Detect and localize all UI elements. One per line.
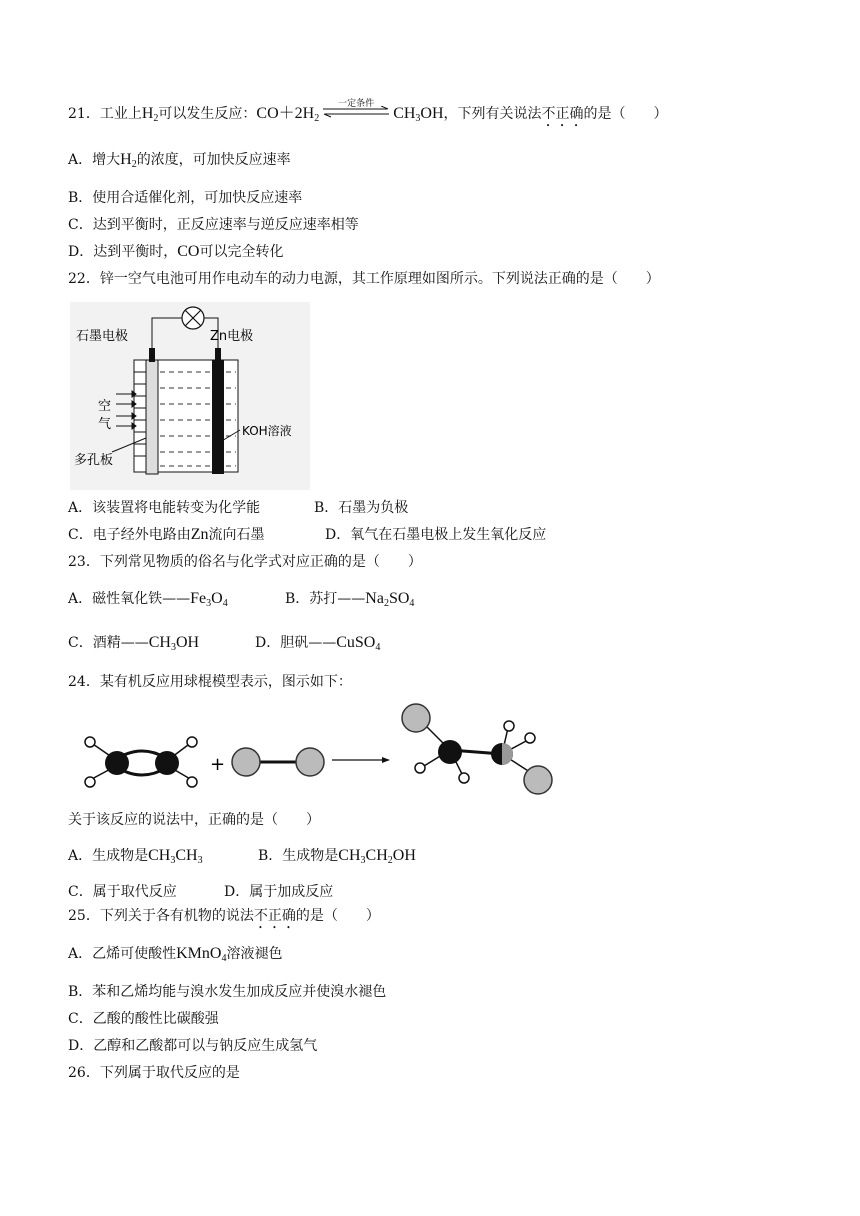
- q22-option-d[interactable]: D．氧气在石墨电极上发生氧化反应: [325, 527, 547, 543]
- q22-option-a[interactable]: A．该装置将电能转变为化学能: [68, 500, 261, 516]
- q21-option-a[interactable]: A．增大$H_2$的浓度，可加快反应速率: [68, 151, 291, 170]
- q22-option-b[interactable]: B．石墨为负极: [314, 500, 409, 516]
- q26-stem: 26．下列属于取代反应的是: [68, 1065, 240, 1081]
- q23-option-d[interactable]: D．胆矾——CuSO$_4$: [255, 634, 381, 653]
- hydrogen-atom: [504, 721, 514, 731]
- hydrogen-atom: [85, 737, 95, 747]
- zinc-air-battery-figure: [70, 302, 310, 490]
- q24-option-c[interactable]: C．属于取代反应: [68, 884, 177, 900]
- q24-option-b[interactable]: B．生成物是$CH_3CH_2OH$: [258, 847, 416, 866]
- hydrogen-atom: [525, 733, 535, 743]
- q21-option-c[interactable]: C．达到平衡时，正反应速率与逆反应速率相等: [68, 217, 359, 233]
- q21-h2: $H_2$: [141, 105, 159, 124]
- zinc-electrode: [212, 360, 224, 474]
- hydrogen-atom: [187, 737, 197, 747]
- label-left-electrode: 石墨电极: [76, 329, 129, 344]
- q21-stem-text: 21．工业上: [68, 106, 142, 122]
- graphite-electrode: [146, 360, 158, 474]
- label-right-electrode: Zn电极: [210, 329, 254, 344]
- q25-emphasis: 不正确: [253, 908, 296, 924]
- label-koh-solution: KOH溶液: [242, 424, 292, 438]
- q21-reactants: $CO+2H_2$: [256, 105, 320, 124]
- q21-emphasis: 不正确: [541, 106, 584, 122]
- q21-option-d[interactable]: D．达到平衡时，CO可以完全转化: [68, 243, 284, 260]
- carbon-atom: [155, 751, 179, 775]
- label-air-1: 空: [98, 399, 112, 414]
- halogen-atom: [524, 766, 552, 794]
- q23-option-a[interactable]: A．磁性氧化铁$——Fe_3O_4$: [68, 590, 228, 609]
- q25-option-b[interactable]: B．苯和乙烯均能与溴水发生加成反应并使溴水褪色: [68, 984, 387, 1000]
- q25-option-c[interactable]: C．乙酸的酸性比碳酸强: [68, 1011, 219, 1027]
- label-air-2: 气: [98, 417, 112, 432]
- carbon-atom: [105, 751, 129, 775]
- q21-product: $CH_3OH$: [393, 105, 444, 124]
- q21-stem-text: ，下列有关说法: [443, 106, 542, 122]
- hydrogen-atom: [85, 777, 95, 787]
- halogen-atom: [296, 748, 324, 776]
- q24-option-a[interactable]: A．生成物是$CH_3CH_3$: [68, 847, 203, 866]
- q23-option-c[interactable]: C．酒精$——CH_3OH$: [68, 634, 200, 653]
- q23-stem: 23．下列常见物质的俗名与化学式对应正确的是（ ）: [68, 554, 422, 570]
- halogen-atom: [402, 704, 430, 732]
- q21-stem: [68, 99, 668, 130]
- equilibrium-arrow: [321, 99, 391, 122]
- plus-sign: +: [210, 754, 226, 775]
- q25-option-d[interactable]: D．乙醇和乙酸都可以与钠反应生成氢气: [68, 1038, 318, 1054]
- q23-option-b[interactable]: B．苏打$——Na_2SO_4$: [285, 590, 415, 609]
- hydrogen-atom: [415, 763, 425, 773]
- reaction-condition: 一定条件: [338, 99, 375, 109]
- q25-stem: 25．下列关于各有机物的说法不正确的是（ ）: [68, 908, 380, 924]
- ball-and-stick-reaction-figure: [78, 700, 558, 804]
- q21-option-b[interactable]: B．使用合适催化剂，可加快反应速率: [68, 190, 303, 206]
- halogen-atom: [232, 748, 260, 776]
- q22-option-c[interactable]: C．电子经外电路由Zn流向石墨: [68, 526, 265, 543]
- hydrogen-atom: [459, 773, 469, 783]
- q25-option-a[interactable]: A．乙烯可使酸性KMnO$_4$溶液褪色: [68, 945, 283, 964]
- q24-option-d[interactable]: D．属于加成反应: [224, 884, 334, 900]
- label-porous-plate: 多孔板: [74, 453, 114, 468]
- q24-stem: 24．某有机反应用球棍模型表示，图示如下：: [68, 674, 352, 690]
- hydrogen-atom: [187, 777, 197, 787]
- q21-stem-text: 可以发生反应：: [158, 106, 257, 122]
- reaction-arrow: [382, 757, 390, 763]
- q21-stem-text: 的是（ ）: [583, 106, 668, 122]
- carbon-atom: [438, 740, 462, 764]
- q24-sub-stem: 关于该反应的说法中，正确的是（ ）: [68, 812, 320, 828]
- q22-stem: 22．锌一空气电池可用作电动车的动力电源，其工作原理如图所示。下列说法正确的是（ ）: [68, 271, 660, 287]
